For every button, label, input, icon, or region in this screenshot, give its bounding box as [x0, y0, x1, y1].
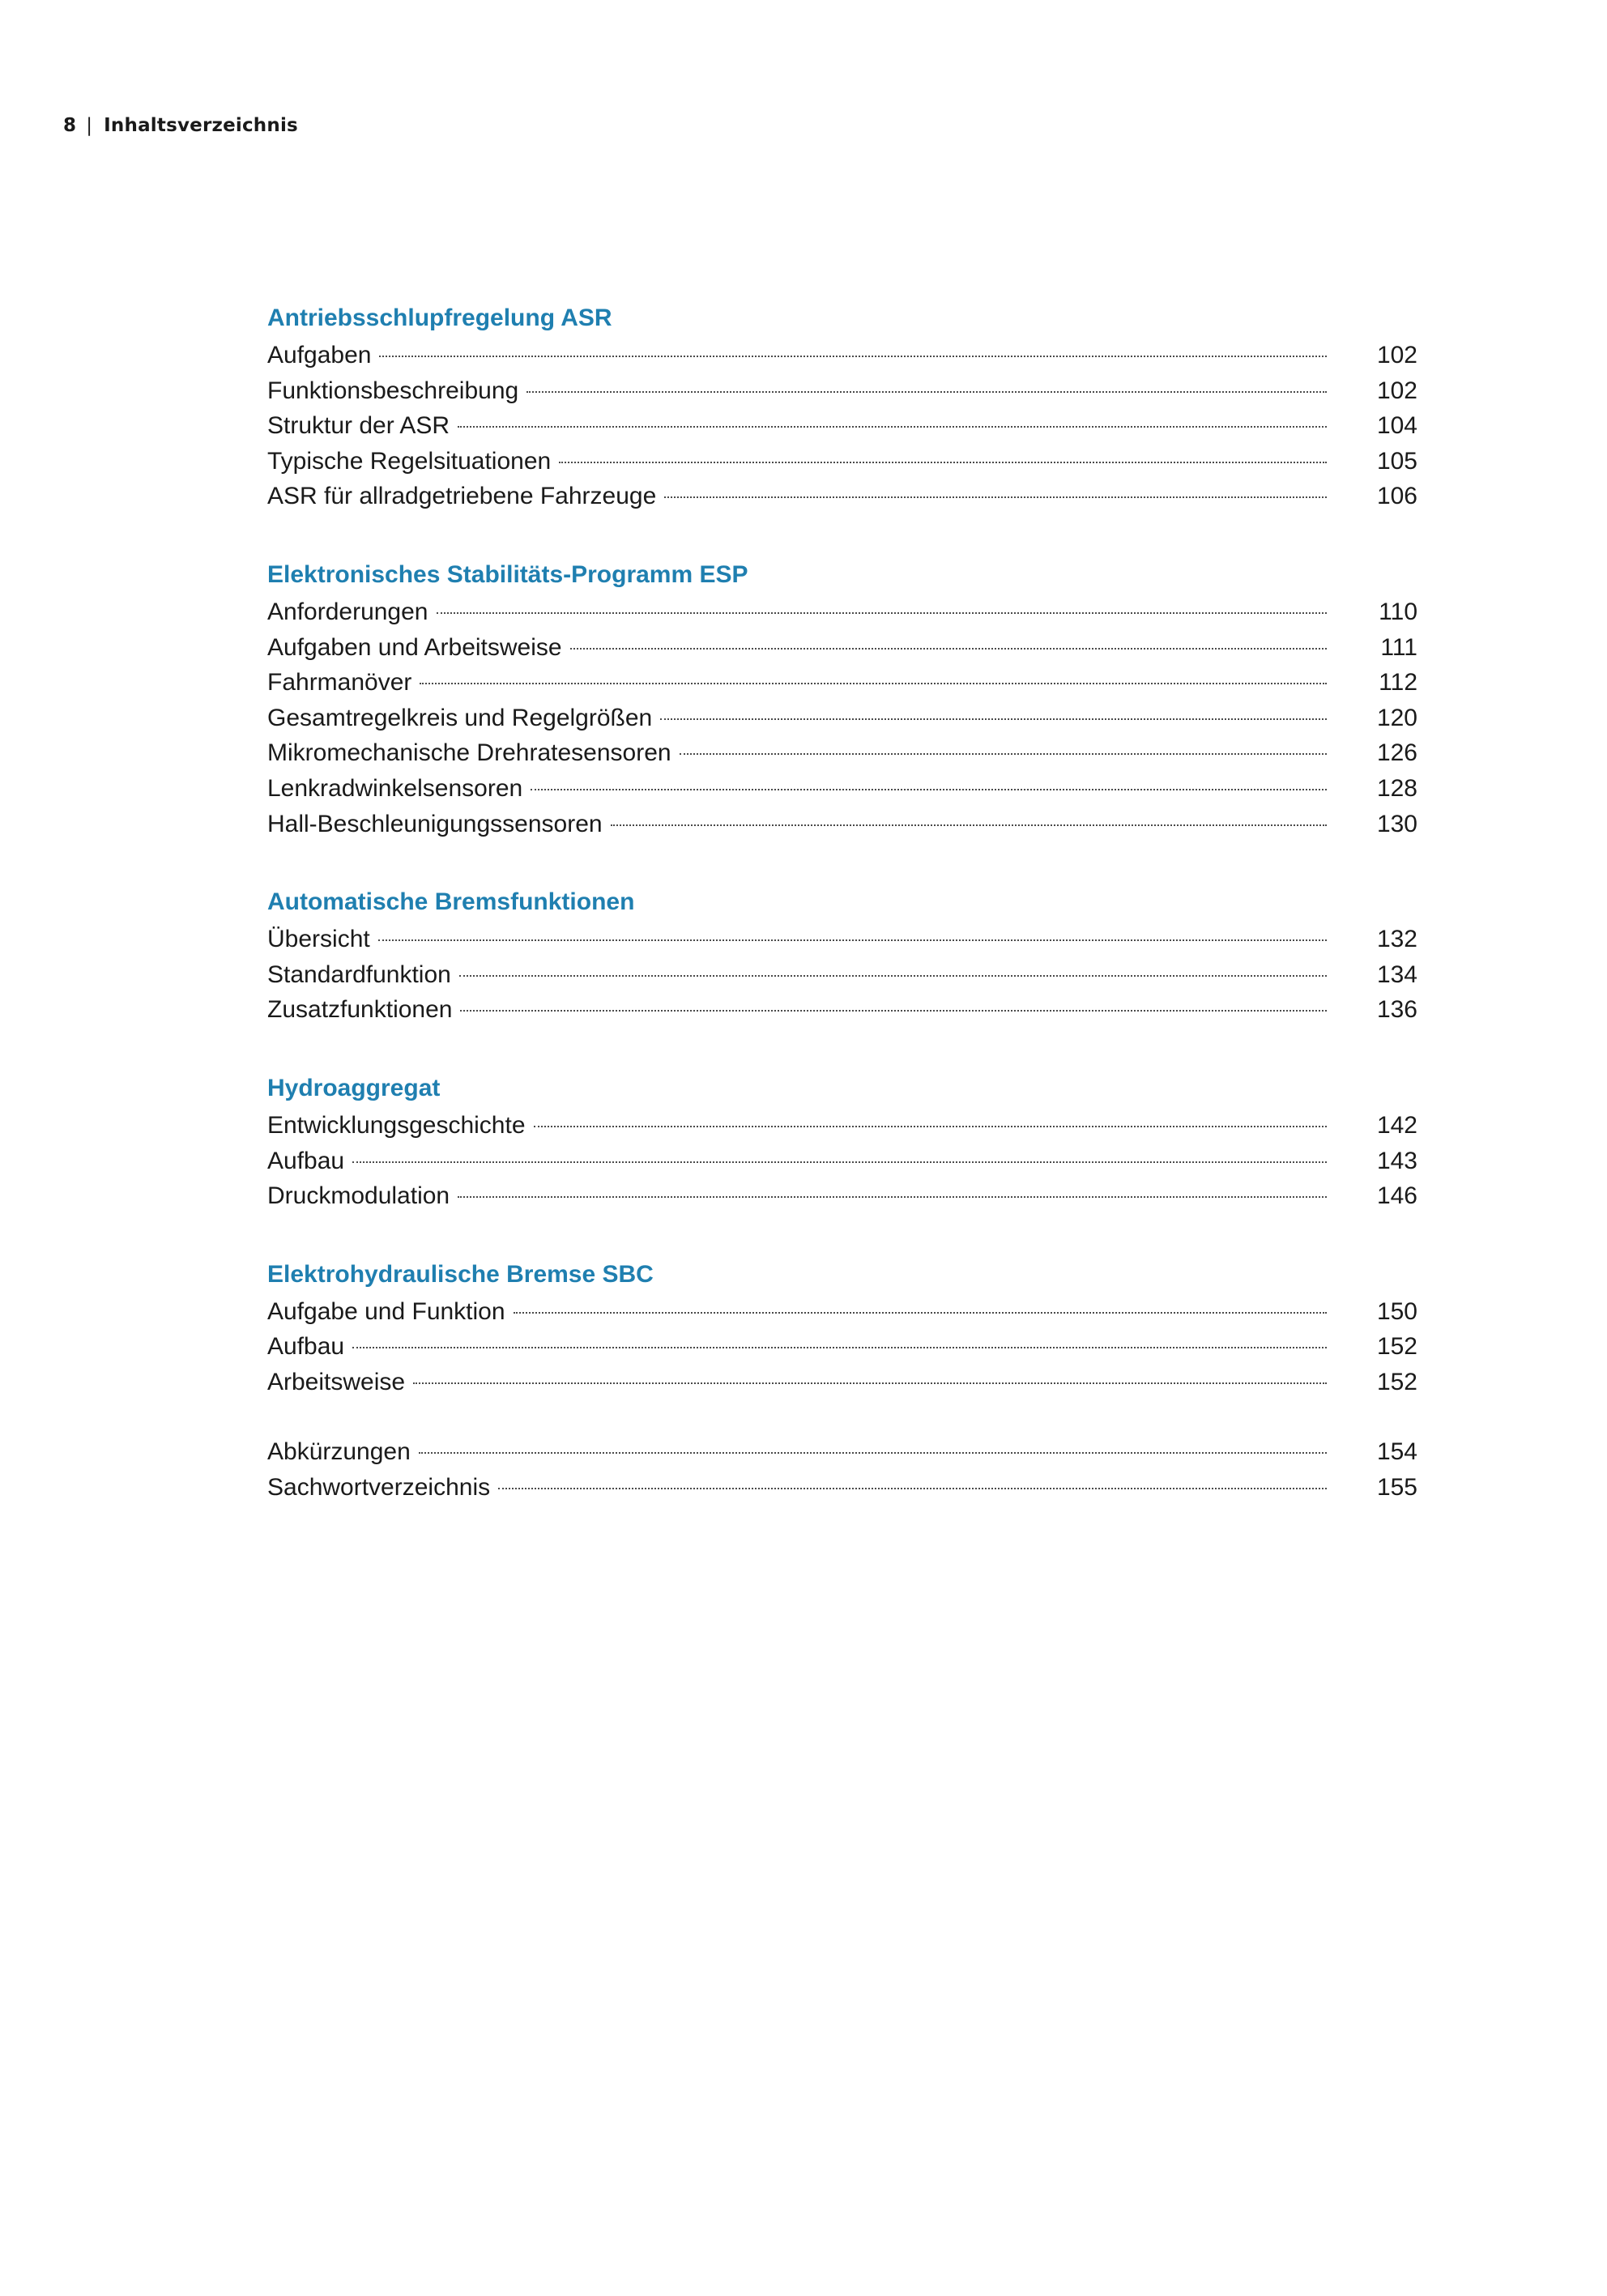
toc-entry[interactable] — [267, 735, 1417, 771]
entry-page: 104 — [1376, 412, 1417, 440]
entry-label: Fahrmanöver — [267, 665, 420, 701]
toc-entry[interactable] — [267, 1108, 1417, 1144]
dot-leader — [660, 717, 1327, 720]
dot-leader — [413, 1381, 1327, 1384]
entry-label: Zusatzfunktionen — [267, 992, 460, 1028]
toc-section-sbc — [267, 1257, 1417, 1400]
section-heading[interactable]: Elektronisches Stabilitäts-Programm ESP — [267, 560, 748, 588]
entry-label: Gesamtregelkreis und Regelgrößen — [267, 701, 660, 736]
dot-leader — [379, 354, 1327, 357]
entry-label: Aufgaben — [267, 338, 379, 373]
entry-label: Standardfunktion — [267, 957, 459, 993]
entry-label: Druckmodulation — [267, 1178, 458, 1214]
dot-leader — [570, 646, 1327, 650]
entry-page: 142 — [1376, 1111, 1417, 1139]
entry-page: 112 — [1379, 669, 1417, 696]
dot-leader — [526, 390, 1327, 393]
page-number: 8 — [63, 115, 77, 136]
entry-label: Hall-Beschleunigungssensoren — [267, 807, 611, 842]
toc-entry[interactable] — [267, 479, 1417, 514]
entry-page: 102 — [1376, 342, 1417, 368]
toc-entry[interactable] — [267, 922, 1417, 957]
toc-section-bremsfunktionen — [267, 884, 1417, 1028]
entry-page: 155 — [1376, 1474, 1417, 1502]
dot-leader — [559, 460, 1327, 463]
dot-leader — [352, 1160, 1327, 1163]
toc-entry[interactable] — [267, 771, 1417, 807]
dot-leader — [460, 1008, 1327, 1012]
entry-page: 111 — [1380, 633, 1417, 661]
toc-section-esp — [267, 557, 1417, 841]
toc-entry[interactable] — [267, 1365, 1417, 1400]
toc-entry[interactable] — [267, 992, 1417, 1028]
entry-page: 143 — [1376, 1147, 1417, 1174]
toc-entry[interactable] — [267, 594, 1417, 630]
toc-entry[interactable] — [267, 1329, 1417, 1365]
entry-label: Struktur der ASR — [267, 408, 458, 444]
entry-label: Typische Regelsituationen — [267, 444, 559, 479]
toc-entry[interactable] — [267, 338, 1417, 373]
entry-page: 154 — [1376, 1438, 1417, 1466]
entry-page: 126 — [1376, 739, 1417, 767]
running-head — [63, 115, 298, 136]
entry-page: 120 — [1376, 704, 1417, 731]
chapter-title: Inhaltsverzeichnis — [104, 115, 298, 136]
dot-leader — [534, 1124, 1327, 1127]
toc-section-hydroaggregat — [267, 1071, 1417, 1214]
toc-entry[interactable] — [267, 1294, 1417, 1330]
entry-page: 136 — [1376, 996, 1417, 1024]
dot-leader — [437, 611, 1328, 614]
dot-leader — [531, 787, 1327, 790]
dot-leader — [680, 752, 1327, 755]
section-heading[interactable]: Elektrohydraulische Bremse SBC — [267, 1260, 654, 1288]
toc-entry[interactable] — [267, 1470, 1417, 1506]
header-separator: | — [86, 115, 93, 136]
toc-entry[interactable] — [267, 701, 1417, 736]
entry-label: Arbeitsweise — [267, 1365, 413, 1400]
dot-leader — [420, 681, 1327, 684]
toc-entry[interactable] — [267, 1144, 1417, 1179]
section-heading[interactable]: Antriebsschlupfregelung ASR — [267, 305, 612, 331]
entry-label: Abkürzungen — [267, 1434, 419, 1470]
toc-entry[interactable] — [267, 807, 1417, 842]
section-heading[interactable]: Automatische Bremsfunktionen — [267, 888, 635, 916]
toc-entry[interactable] — [267, 1178, 1417, 1214]
toc-entry[interactable] — [267, 665, 1417, 701]
entry-page: 152 — [1376, 1333, 1417, 1361]
entry-label: Funktionsbeschreibung — [267, 373, 526, 409]
entry-page: 102 — [1376, 377, 1417, 404]
entry-label: Lenkradwinkelsensoren — [267, 771, 531, 807]
entry-page: 132 — [1376, 926, 1417, 953]
dot-leader — [352, 1345, 1327, 1348]
dot-leader — [664, 495, 1327, 498]
toc-entry[interactable] — [267, 408, 1417, 444]
toc-entry[interactable] — [267, 630, 1417, 666]
dot-leader — [458, 424, 1327, 428]
entry-label: Sachwortverzeichnis — [267, 1470, 498, 1506]
dot-leader — [378, 938, 1327, 941]
entry-label: Übersicht — [267, 922, 378, 957]
entry-page: 134 — [1376, 961, 1417, 988]
toc-entry[interactable] — [267, 444, 1417, 479]
toc-section-asr — [267, 300, 1417, 514]
dot-leader — [458, 1195, 1327, 1198]
toc-entry[interactable] — [267, 1434, 1417, 1470]
entry-label: Aufbau — [267, 1329, 352, 1365]
entry-label: Aufbau — [267, 1144, 352, 1179]
entry-page: 110 — [1379, 598, 1417, 625]
entry-label: Anforderungen — [267, 594, 437, 630]
entry-page: 106 — [1376, 483, 1417, 510]
table-of-contents — [267, 300, 1417, 1506]
entry-label: Aufgaben und Arbeitsweise — [267, 630, 570, 666]
entry-page: 105 — [1376, 447, 1417, 475]
entry-label: Aufgabe und Funktion — [267, 1294, 514, 1330]
entry-label: Mikromechanische Drehratesensoren — [267, 735, 680, 771]
entry-label: ASR für allradgetriebene Fahrzeuge — [267, 479, 664, 514]
dot-leader — [419, 1450, 1327, 1454]
entry-page: 150 — [1376, 1297, 1417, 1325]
dot-leader — [498, 1486, 1327, 1489]
dot-leader — [611, 823, 1327, 826]
entry-page: 152 — [1376, 1368, 1417, 1395]
toc-entry[interactable] — [267, 957, 1417, 993]
entry-page: 128 — [1376, 774, 1417, 802]
toc-entry[interactable] — [267, 373, 1417, 409]
entry-label: Entwicklungsgeschichte — [267, 1108, 534, 1144]
dot-leader — [459, 973, 1327, 977]
entry-page: 146 — [1376, 1182, 1417, 1210]
entry-page: 130 — [1376, 810, 1417, 837]
dot-leader — [514, 1310, 1327, 1314]
toc-section-appendix — [267, 1434, 1417, 1505]
section-heading[interactable]: Hydroaggregat — [267, 1074, 441, 1101]
